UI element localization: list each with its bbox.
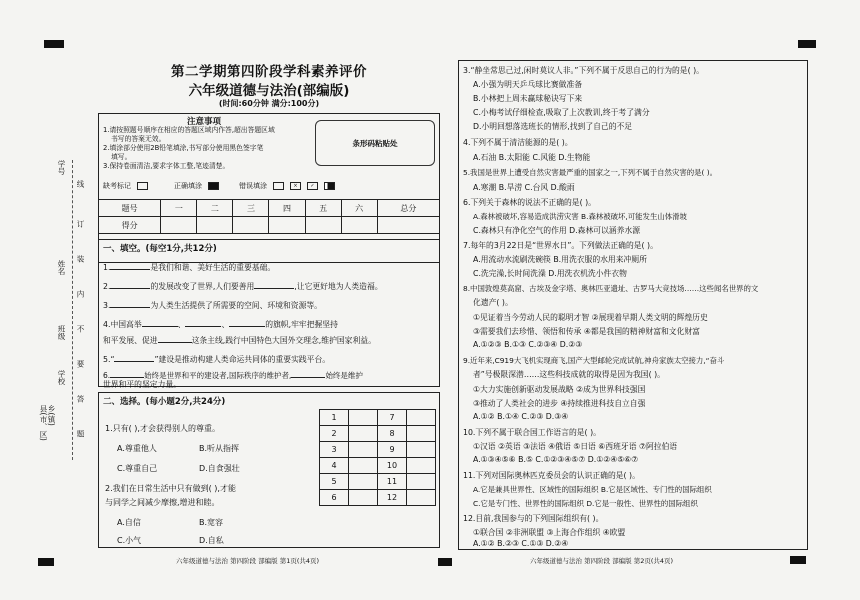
question-text: 12.目前,我国参与的下列国际组织有( )。 bbox=[463, 514, 604, 523]
question-number: 1. bbox=[103, 263, 111, 272]
question-line bbox=[103, 298, 322, 311]
question-text: 7.每年的3月22日是“世界水日”。下列做法正确的是( )。 bbox=[463, 241, 658, 250]
score-table bbox=[98, 199, 440, 234]
side-label-county: 县(市、区) bbox=[39, 405, 48, 441]
question-text: 8.中国敦煌莫高窟、古埃及金字塔、奥林匹亚遗址、古罗马大竞技场……这些闻名世界的文 bbox=[463, 284, 759, 293]
answer-number: 3 bbox=[320, 442, 349, 458]
answer-cell[interactable] bbox=[407, 458, 436, 474]
score-table-row bbox=[99, 217, 440, 234]
question-text: 世界和平的坚定力量。 bbox=[103, 380, 181, 389]
option-text: D.自私 bbox=[199, 536, 224, 545]
answer-number: 10 bbox=[378, 458, 407, 474]
option-text: B.小林把上周未赢球秘诀写下来 bbox=[473, 94, 583, 103]
question-line bbox=[103, 260, 275, 273]
option-text: C.小梅考试仔细检查,吸取了上次教训,终于考了满分 bbox=[473, 108, 650, 117]
score-cell: 六 bbox=[341, 200, 377, 217]
left-page bbox=[96, 58, 442, 548]
registration-mark bbox=[438, 558, 452, 566]
answer-cell[interactable] bbox=[407, 426, 436, 442]
page-footer-left: 六年级道德与法治 第四阶段 部编版 第1页(共4页) bbox=[176, 557, 320, 565]
score-cell: 五 bbox=[305, 200, 341, 217]
score-input-cell[interactable] bbox=[269, 217, 305, 234]
score-cell: 二 bbox=[197, 200, 233, 217]
answer-number: 7 bbox=[378, 410, 407, 426]
option-text: B.听从指挥 bbox=[199, 444, 240, 453]
question-line bbox=[103, 379, 181, 390]
answer-number: 2 bbox=[320, 426, 349, 442]
answer-row bbox=[320, 458, 436, 474]
answer-cell[interactable] bbox=[407, 474, 436, 490]
answer-number: 8 bbox=[378, 426, 407, 442]
section-heading: 二、选择。(每小题2分,共24分) bbox=[103, 397, 226, 407]
notes-line: 3.保持卷面清洁,要求字体工整,笔迹清楚。 bbox=[103, 162, 230, 170]
answer-cell[interactable] bbox=[407, 442, 436, 458]
option-text: C.洗完澡,长时间洗澡 D.用洗衣机洗小件衣物 bbox=[473, 269, 627, 278]
cut-line bbox=[72, 160, 73, 460]
question-text: 10.下列不属于联合国工作语言的是( )。 bbox=[463, 428, 601, 437]
side-label-class: 班级 bbox=[57, 325, 66, 340]
question-text: 2.我们在日常生活中只有做到( ),才能 bbox=[105, 484, 236, 493]
question-text: 化遗产( )。 bbox=[473, 298, 513, 307]
option-text: C.尊重自己 bbox=[117, 464, 158, 473]
question-number: 6. bbox=[103, 371, 111, 380]
option-text: A.自信 bbox=[117, 518, 141, 527]
answer-blank[interactable] bbox=[110, 260, 150, 270]
side-cut-char: 题 bbox=[76, 430, 85, 438]
answer-grid bbox=[319, 409, 436, 506]
question-text: 的发展改变了世界,人们要善用 bbox=[150, 282, 255, 291]
question-text: 这条主线,践行中国特色大国外交理念,维护国家利益。 bbox=[191, 336, 376, 345]
question-text: 和平发展、促进 bbox=[103, 336, 158, 345]
side-label-name: 姓名 bbox=[57, 260, 66, 275]
question-line bbox=[103, 279, 383, 292]
right-page bbox=[458, 60, 808, 550]
side-cut-char: 内 bbox=[76, 290, 85, 298]
answer-cell[interactable] bbox=[349, 426, 378, 442]
answer-blank[interactable] bbox=[291, 368, 325, 378]
question-text: 与同学之间减少摩擦,增进和睦。 bbox=[105, 498, 220, 507]
option-text: C.它是专门性、世界性的国际组织 D.它是一般性、世界性的国际组织 bbox=[473, 499, 698, 508]
answer-row bbox=[320, 410, 436, 426]
score-input-cell[interactable] bbox=[305, 217, 341, 234]
option-text: ①联合国 ②非洲联盟 ③上海合作组织 ④欧盟 bbox=[473, 528, 626, 537]
registration-mark bbox=[38, 558, 54, 566]
answer-blank[interactable] bbox=[185, 317, 221, 327]
option-text: ③需要我们去珍惜、领悟和传承 ④都是我国的精神财富和文化财富 bbox=[473, 327, 700, 336]
option-text: ①大力实施创新驱动发展战略 ②成为世界科技强国 bbox=[473, 385, 646, 394]
exam-subtitle: 六年级道德与法治(部编版) bbox=[188, 83, 350, 99]
answer-blank[interactable] bbox=[142, 317, 178, 327]
notes-line: 填写。 bbox=[111, 153, 132, 161]
side-label-student-id: 学号 bbox=[57, 160, 66, 175]
answer-blank[interactable] bbox=[229, 317, 265, 327]
question-line bbox=[103, 352, 330, 365]
score-table-row bbox=[99, 200, 440, 217]
question-number: 5.“ bbox=[103, 355, 115, 364]
side-cut-char: 要 bbox=[76, 360, 85, 368]
question-text: 4.中国高举 bbox=[103, 320, 142, 329]
option-text: D.小明回想落选班长的情形,找到了自己的不足 bbox=[473, 122, 633, 131]
option-text: A.尊重他人 bbox=[117, 444, 157, 453]
question-number: 2. bbox=[103, 282, 111, 291]
answer-number: 1 bbox=[320, 410, 349, 426]
score-cell: 四 bbox=[269, 200, 305, 217]
option-text: A.①② B.①④ C.②③ D.③④ bbox=[473, 412, 569, 421]
answer-cell[interactable] bbox=[349, 458, 378, 474]
option-text: C.小气 bbox=[117, 536, 142, 545]
question-number: 3. bbox=[103, 301, 111, 310]
fill-legend bbox=[103, 181, 433, 191]
score-input-cell[interactable] bbox=[197, 217, 233, 234]
registration-mark bbox=[798, 40, 816, 48]
answer-number: 5 bbox=[320, 474, 349, 490]
answer-cell[interactable] bbox=[349, 442, 378, 458]
question-text: 1.只有( ),才会获得别人的尊重。 bbox=[105, 424, 220, 433]
answer-cell[interactable] bbox=[349, 410, 378, 426]
page-footer-right: 六年级道德与法治 第四阶段 部编版 第2页(共4页) bbox=[530, 557, 674, 565]
section-fill-blank bbox=[98, 239, 440, 387]
answer-number: 9 bbox=[378, 442, 407, 458]
option-text: A.①③④⑤⑥ B.⑤ C.①②③④⑤⑦ D.①②④⑤⑥⑦ bbox=[473, 455, 639, 464]
question-text: 11.下列对国际奥林匹克委员会的认识正确的是( )。 bbox=[463, 471, 640, 480]
binding-margin bbox=[38, 160, 88, 460]
option-text: A.小强为明天乒乓球比赛做准备 bbox=[473, 80, 583, 89]
answer-cell[interactable] bbox=[349, 490, 378, 506]
side-cut-char: 答 bbox=[76, 395, 85, 403]
exam-title: 第二学期第四阶段学科素养评价 bbox=[171, 64, 367, 80]
correct-fill-icon bbox=[208, 182, 219, 190]
question-text: 为人类生活提供了所需要的空间、环境和资源等。 bbox=[150, 301, 322, 310]
question-text: 者”号极限深潜……这些科技成就的取得是因为我国( )。 bbox=[473, 370, 665, 379]
answer-blank[interactable] bbox=[114, 352, 154, 362]
option-text: A.石油 B.太阳能 C.风能 D.生物能 bbox=[473, 153, 591, 162]
score-input-cell[interactable] bbox=[341, 217, 377, 234]
notes-line: 1.请按照题号顺序在相应的答题区域内作答,超出答题区域 bbox=[103, 126, 275, 134]
wrong-fill-icon: × bbox=[290, 182, 301, 190]
side-label-school: 学校 bbox=[57, 370, 66, 385]
option-text: A.①②③ B.①③ C.②③④ D.②③ bbox=[473, 340, 583, 349]
question-text: 3.“静坐常思己过,闲时莫议人非。”下列不属于反思自己的行为的是( )。 bbox=[463, 66, 704, 75]
option-text: B.宽容 bbox=[199, 518, 224, 527]
side-cut-char: 不 bbox=[76, 325, 85, 333]
answer-number: 6 bbox=[320, 490, 349, 506]
notes-body bbox=[103, 126, 311, 171]
wrong-fill-icon bbox=[273, 182, 284, 190]
registration-mark bbox=[44, 40, 64, 48]
score-input-cell[interactable] bbox=[161, 217, 197, 234]
answer-row bbox=[320, 442, 436, 458]
score-input-cell[interactable] bbox=[233, 217, 269, 234]
question-text: ,让它更好地为人类造福。 bbox=[294, 282, 383, 291]
option-text: A.用流动水流刷洗碗筷 B.用洗衣服的水用来冲厕所 bbox=[473, 255, 647, 264]
answer-cell[interactable] bbox=[407, 410, 436, 426]
side-cut-char: 装 bbox=[76, 255, 85, 263]
registration-mark bbox=[790, 556, 806, 564]
answer-row bbox=[320, 474, 436, 490]
wrong-fill-icon: ✓ bbox=[307, 182, 318, 190]
answer-number: 12 bbox=[378, 490, 407, 506]
question-line: 4.中国高举 、 、 的旗帜,牢牢把握坚持 bbox=[103, 317, 338, 330]
option-text: ③推动了人类社会的进步 ④持续推进科技自立自强 bbox=[473, 399, 646, 408]
question-text: 始终是世界和平的建设者,国际秩序的维护者, bbox=[144, 371, 292, 380]
absent-mark-box[interactable] bbox=[137, 182, 148, 190]
answer-number: 4 bbox=[320, 458, 349, 474]
answer-number: 11 bbox=[378, 474, 407, 490]
absent-mark-label: 缺考标记 bbox=[103, 182, 131, 190]
answer-cell[interactable] bbox=[407, 490, 436, 506]
option-text: A.森林被破坏,容易造成洪涝灾害 B.森林被破坏,可能发生山体滑坡 bbox=[473, 212, 687, 221]
section-choice bbox=[98, 392, 440, 548]
answer-blank[interactable] bbox=[110, 298, 150, 308]
score-cell: 得分 bbox=[99, 217, 161, 234]
score-cell: 三 bbox=[233, 200, 269, 217]
option-text: ①汉语 ②英语 ③法语 ④俄语 ⑤日语 ⑥西班牙语 ⑦阿拉伯语 bbox=[473, 442, 678, 451]
score-cell: 总分 bbox=[377, 200, 439, 217]
notes-line: 2.填涂部分使用2B铅笔填涂,书写部分使用黑色签字笔 bbox=[103, 144, 264, 152]
question-text: 6.下列关于森林的说法不正确的是( )。 bbox=[463, 198, 596, 207]
question-text: 4.下列不属于清洁能源的是( )。 bbox=[463, 138, 573, 147]
side-label-town: 乡(镇) bbox=[47, 405, 56, 426]
notes-line: 书写的答案无效。 bbox=[111, 135, 166, 143]
score-cell: 一 bbox=[161, 200, 197, 217]
question-text: 始终是维护 bbox=[325, 371, 363, 380]
exam-meta: (时间:60分钟 满分:100分) bbox=[218, 99, 320, 108]
side-cut-char: 订 bbox=[76, 220, 85, 228]
answer-cell[interactable] bbox=[349, 474, 378, 490]
answer-row bbox=[320, 426, 436, 442]
wrong-fill-icon bbox=[324, 182, 335, 190]
section-heading: 一、填空。(每空1分,共12分) bbox=[103, 244, 217, 254]
barcode-area: 条形码粘贴处 bbox=[315, 120, 435, 166]
option-text: A.它是兼具世界性、区域性的国际组织 B.它是区域性、专门性的国际组织 bbox=[473, 485, 712, 494]
question-text: 5.我国是世界上遭受自然灾害最严重的国家之一,下列不属于自然灾害的是( )。 bbox=[463, 168, 718, 177]
option-text: ①见证着当今劳动人民的聪明才智 ②展现着早期人类文明的辉煌历史 bbox=[473, 313, 708, 322]
question-line bbox=[103, 333, 376, 346]
question-text: ”建设是推动构建人类命运共同体的重要实践平台。 bbox=[154, 355, 331, 364]
wrong-fill-label: 错误填涂 bbox=[239, 182, 267, 190]
notes-heading: 注意事项 bbox=[186, 117, 221, 127]
side-cut-char: 线 bbox=[76, 180, 85, 188]
option-text: A.寒潮 B.旱涝 C.台风 D.酸雨 bbox=[473, 183, 575, 192]
answer-row bbox=[320, 490, 436, 506]
answer-blank[interactable] bbox=[110, 279, 150, 289]
question-text: 的旗帜,牢牢把握坚持 bbox=[265, 320, 338, 329]
score-input-cell[interactable] bbox=[377, 217, 439, 234]
option-text: A.①② B.②③ C.①③ D.②④ bbox=[473, 539, 569, 548]
option-text: C.森林只有净化空气的作用 D.森林可以涵养水源 bbox=[473, 226, 641, 235]
question-text: 是我们和谐、美好生活的重要基础。 bbox=[150, 263, 276, 272]
answer-blank[interactable] bbox=[254, 279, 294, 289]
correct-fill-label: 正确填涂 bbox=[174, 182, 202, 190]
answer-blank[interactable] bbox=[110, 368, 144, 378]
score-cell: 题号 bbox=[99, 200, 161, 217]
option-text: D.自食强壮 bbox=[199, 464, 240, 473]
answer-blank[interactable] bbox=[158, 333, 192, 343]
question-text: 9.近年来,C919大飞机实现商飞,国产大型邮轮完成试航,神舟家族太空接力,“奋斗 bbox=[463, 356, 725, 365]
